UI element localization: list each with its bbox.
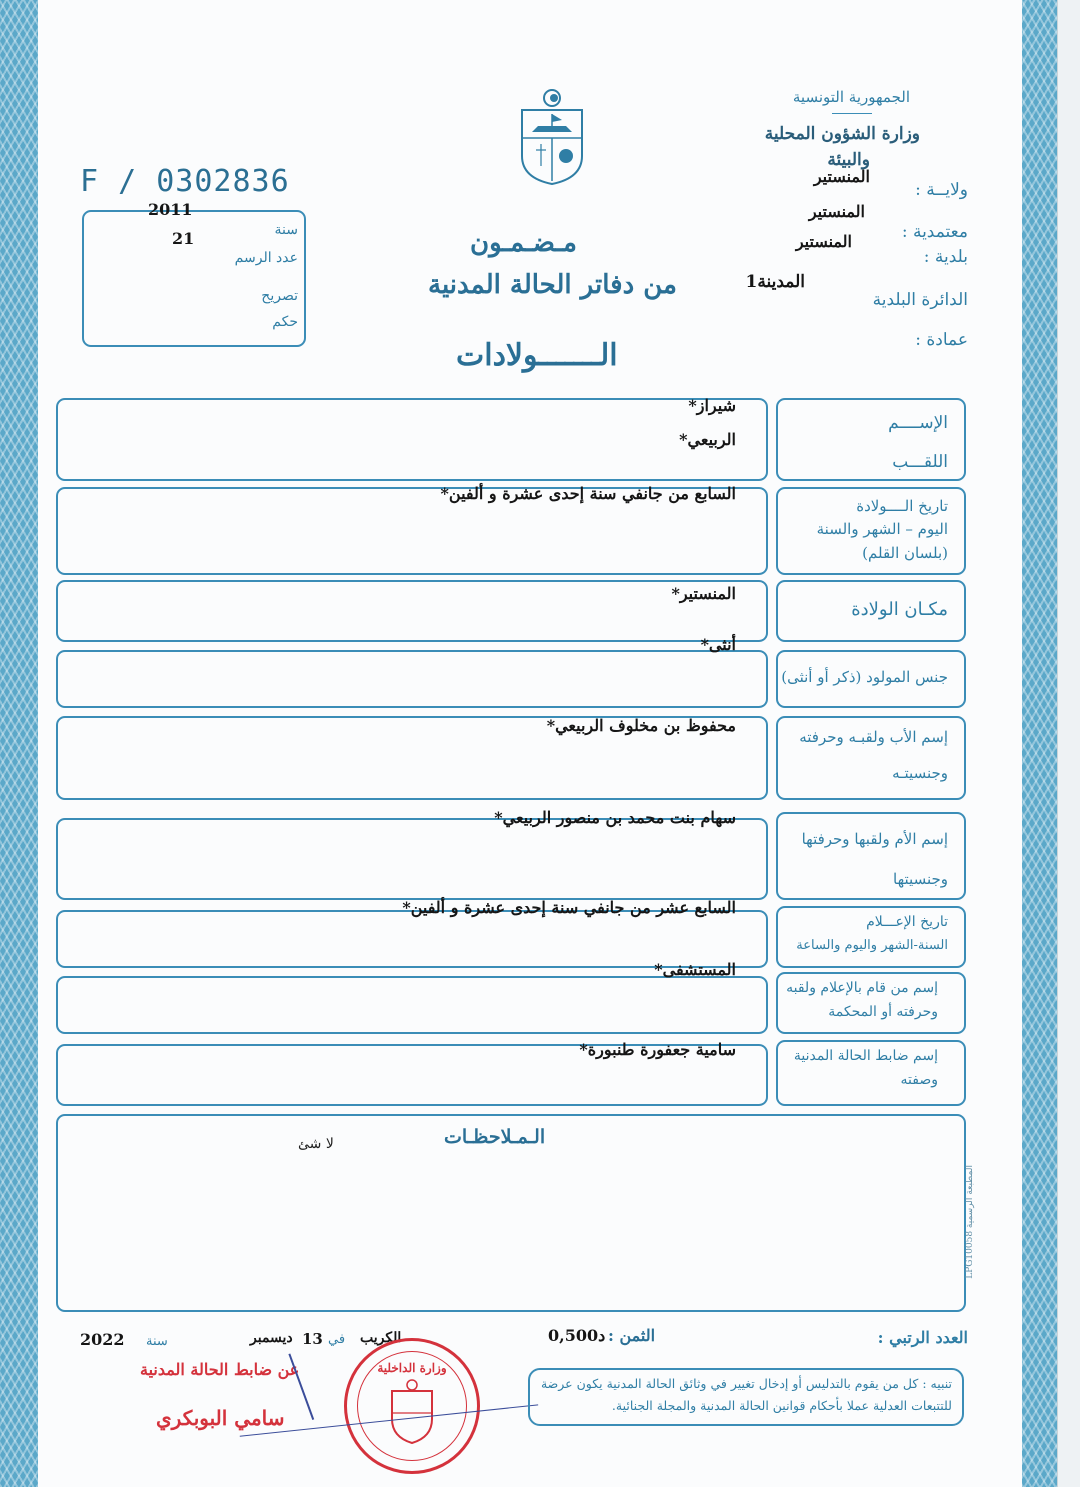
- father-label: إسم الأب ولقبـه وحرفته: [799, 728, 948, 746]
- birth-date-pen-label: (بلسان القلم): [862, 544, 948, 562]
- header-divider: [832, 113, 872, 114]
- ministry-line1: وزارة الشؤون المحلية: [764, 124, 920, 144]
- mother-label: إسم الأم ولقبها وحرفتها: [801, 830, 948, 848]
- section-title: الـــــــولادات: [456, 338, 618, 373]
- father-nationality-label: وجنسيتـه: [892, 764, 948, 782]
- father-value: محفوظ بن مخلوف الربيعي*: [546, 716, 736, 735]
- field-value-box-sex: [56, 650, 768, 708]
- declaration-date-sublabel: السنة-الشهر واليوم والساعة: [796, 938, 948, 953]
- omda-label: عمادة :: [915, 330, 968, 350]
- footer-month: ديسمبر: [250, 1330, 293, 1346]
- field-value-box-declarant: [56, 976, 768, 1034]
- registry-number-label: عدد الرسم: [234, 250, 298, 266]
- left-guilloche-border: [0, 0, 38, 1487]
- name-value: شيراز*: [688, 396, 736, 415]
- warning-line1: تنبيه : كل من يقوم بالتدليس أو إدخال تغيير في وثائق الحالة المدنية يكون عرضة: [540, 1376, 952, 1391]
- field-value-box-birth-place: [56, 580, 768, 642]
- officer-sublabel: وصفته: [900, 1072, 938, 1088]
- sex-label: جنس المولود (ذكر أو أنثى): [781, 668, 948, 686]
- declarant-value: المستشفى*: [654, 960, 736, 979]
- price-label: الثمن :: [608, 1326, 656, 1345]
- official-round-stamp-icon: [344, 1338, 480, 1474]
- municipality-value: المنستير: [795, 232, 852, 251]
- stamp-text: وزارة الداخلية: [377, 1361, 447, 1375]
- birth-place-label: مكـان الولادة: [851, 599, 948, 620]
- registry-declaration-label: تصريح: [261, 288, 298, 304]
- footer-day: 13: [302, 1330, 323, 1348]
- warning-line2: للتتبعات العدلية عملا بأحكام قوانين الحالة المدنية والمجلة الجنائية.: [611, 1398, 952, 1413]
- declarant-label: إسم من قام بالإعلام ولقبه: [786, 980, 938, 996]
- ministry-line2: والبيئة: [827, 150, 870, 170]
- district-label: الدائرة البلدية: [872, 290, 968, 310]
- officer-value: سامية جعفورة طنبورة*: [579, 1040, 736, 1059]
- side-print: [960, 1165, 980, 1310]
- remarks-label: الـمـلاحظـات: [444, 1126, 546, 1148]
- officer-name-stamp: سامي البوبكري: [156, 1406, 285, 1430]
- wilaya-label: ولايــة :: [915, 180, 968, 200]
- surname-label: اللقـــب: [892, 452, 948, 472]
- field-value-box-mother: [56, 818, 768, 900]
- surname-value: الربيعي*: [679, 430, 736, 449]
- officer-title-stamp: عن ضابط الحالة المدنية: [140, 1360, 300, 1379]
- footer-year-label: سنة: [146, 1334, 168, 1349]
- mother-value: سهام بنت محمد بن منصور الربيعي*: [494, 808, 736, 827]
- name-label: الإســــم: [888, 413, 948, 433]
- municipality-label: بلدية :: [923, 247, 968, 267]
- serial-number: F / 0302836: [80, 164, 290, 199]
- declaration-date-label: تاريخ الإعـــلام: [866, 914, 948, 930]
- field-value-box-name: [56, 398, 768, 481]
- declarant-sublabel: وحرفته أو المحكمة: [828, 1004, 938, 1020]
- birth-place-value: المنستير*: [671, 584, 736, 603]
- mother-nationality-label: وجنسيتها: [893, 870, 948, 888]
- birth-date-value: السابع من جانفي سنة إحدى عشرة و ألفين*: [440, 484, 736, 503]
- footer-in-label: في: [328, 1332, 346, 1347]
- wilaya-value: المنستير: [813, 167, 870, 186]
- title-line2: من دفاتر الحالة المدنية: [428, 270, 677, 300]
- footer-year-value: 2022: [80, 1330, 125, 1349]
- registry-number-value: 21: [172, 229, 195, 248]
- sex-value: أنثى*: [700, 635, 736, 654]
- delegation-value: المنستير: [808, 202, 865, 221]
- side-print-text: المطبعة الرسمية LPG10058: [965, 1165, 975, 1279]
- registry-judgment-label: حكم: [272, 314, 298, 330]
- registry-year-label: سنة: [274, 222, 298, 238]
- birth-date-sublabel: اليوم – الشهر والسنة: [816, 520, 948, 538]
- price-value: 0,500د: [548, 1326, 606, 1345]
- district-value: المدينة1: [745, 272, 805, 292]
- serial-number-label: العدد الرتبي :: [877, 1328, 968, 1347]
- remarks-value: لا شئ: [298, 1136, 334, 1152]
- republic-text: الجمهورية التونسية: [792, 88, 910, 106]
- registry-year-value: 2011: [148, 200, 193, 219]
- declaration-date-value: السابع عشر من جانفي سنة إحدى عشرة و ألفين*: [402, 898, 736, 917]
- officer-label: إسم ضابط الحالة المدنية: [793, 1048, 938, 1064]
- right-guilloche-border: [1022, 0, 1058, 1487]
- footer-place: الكريب: [360, 1330, 402, 1346]
- page-edge: [1057, 0, 1080, 1487]
- title-line1: مـضـمـون: [470, 228, 577, 258]
- tunisia-coat-of-arms-icon: [516, 86, 588, 186]
- delegation-label: معتمدية :: [901, 222, 968, 242]
- birth-date-label: تاريخ الــــولادة: [856, 497, 948, 515]
